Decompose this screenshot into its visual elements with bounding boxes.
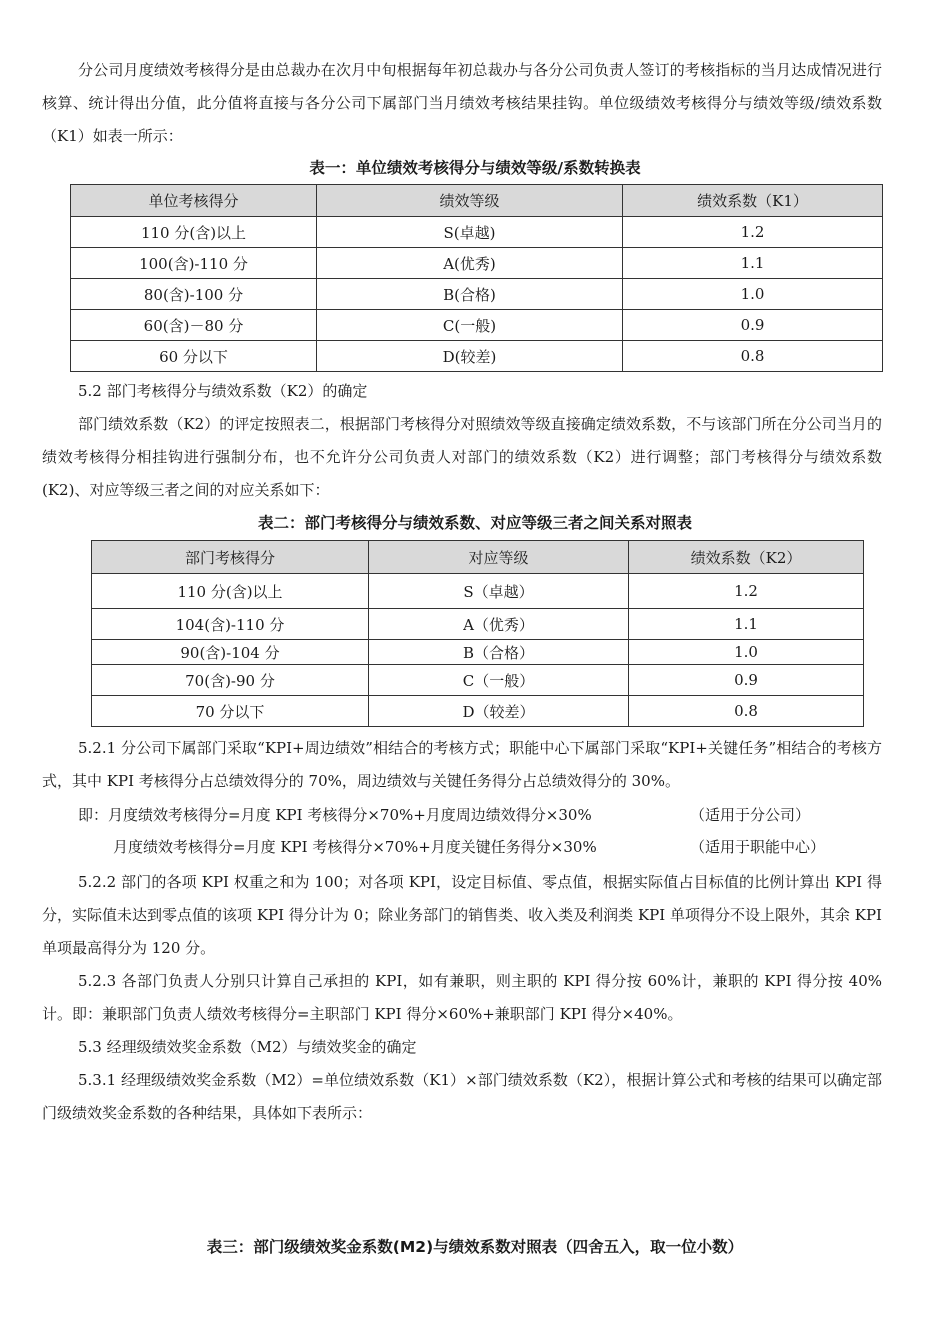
table-cell: 1.1 <box>629 609 864 640</box>
table-cell: 0.9 <box>629 665 864 696</box>
table1-header-row <box>71 185 883 217</box>
table-cell: C(一般) <box>317 310 623 341</box>
table-cell: C（一般） <box>369 665 629 696</box>
table-cell: D（较差） <box>369 696 629 727</box>
table-cell: 1.2 <box>629 574 864 609</box>
table-cell: 0.8 <box>629 696 864 727</box>
table-cell: B(合格) <box>317 279 623 310</box>
table-row <box>92 609 864 640</box>
paragraph-5-2-1: 5.2.1 分公司下属部门采取“KPI+周边绩效”相结合的考核方式；职能中心下属部门采取“KPI+关键任务”相结合的考核方式，其中 KPI 考核得分占总绩效得分的 70%，周边绩效与关键任务得分占总绩效得分的 30%。 <box>42 739 882 790</box>
formula-branch: 即：月度绩效考核得分=月度 KPI 考核得分×70%+月度周边绩效得分×30% <box>78 806 592 824</box>
table2-caption: 表二：部门考核得分与绩效系数、对应等级三者之间关系对照表 <box>257 514 692 532</box>
table2-header: 部门考核得分 <box>92 541 369 574</box>
table-cell: 100(含)-110 分 <box>71 248 317 279</box>
table-row <box>92 665 864 696</box>
paragraph-5-2-2: 5.2.2 部门的各项 KPI 权重之和为 100；对各项 KPI，设定目标值、零点值，根据实际值占目标值的比例计算出 KPI 得分，实际值未达到零点值的该项 KPI 得分计为 0；除业务部门的销售类、收入类及利润类 KPI 单项得分不设上限外，其余 KPI 单项最高得分为 120 分。 <box>42 873 882 957</box>
table-cell: 60 分以下 <box>71 341 317 372</box>
table-cell: 60(含)－80 分 <box>71 310 317 341</box>
table-cell: 110 分(含)以上 <box>71 217 317 248</box>
table2-header-row <box>92 541 864 574</box>
table-cell: 110 分(含)以上 <box>92 574 369 609</box>
table-cell: 0.9 <box>623 310 883 341</box>
table2-header: 对应等级 <box>369 541 629 574</box>
table-cell: 70 分以下 <box>92 696 369 727</box>
paragraph-5-2-3: 5.2.3 各部门负责人分别只计算自己承担的 KPI，如有兼职，则主职的 KPI 得分按 60%计，兼职的 KPI 得分按 40%计。即：兼职部门负责人绩效考核得分=主职部门 KPI 得分×60%+兼职部门 KPI 得分×40%。 <box>42 972 882 1023</box>
table1 <box>70 184 883 372</box>
table-cell: 70(含)-90 分 <box>92 665 369 696</box>
table2 <box>91 540 864 727</box>
table1-header: 绩效等级 <box>317 185 623 217</box>
table1-header: 绩效系数（K1） <box>623 185 883 217</box>
table1-header: 单位考核得分 <box>71 185 317 217</box>
section-5-2-2-block <box>42 866 882 1130</box>
table-cell: D(较差) <box>317 341 623 372</box>
table-row <box>71 217 883 248</box>
table-cell: 104(含)-110 分 <box>92 609 369 640</box>
paragraph-5-3-1: 5.3.1 经理级绩效奖金系数（M2）=单位绩效系数（K1）×部门绩效系数（K2），根据计算公式和考核的结果可以确定部门级绩效奖金系数的各种结果，具体如下表所示： <box>42 1071 882 1122</box>
section-5-2-1-block <box>42 732 882 798</box>
table-cell: 90(含)-104 分 <box>92 640 369 665</box>
section-heading: 5.2 部门考核得分与绩效系数（K2）的确定 <box>78 382 368 400</box>
section-heading: 5.3 经理级绩效奖金系数（M2）与绩效奖金的确定 <box>78 1038 417 1056</box>
table-row <box>92 696 864 727</box>
formula-branch-note: （适用于分公司） <box>690 806 811 824</box>
table-row <box>92 574 864 609</box>
paragraph-5-2: 部门绩效系数（K2）的评定按照表二，根据部门考核得分对照绩效等级直接确定绩效系数，不与该部门所在分公司当月的绩效考核得分相挂钩进行强制分布，也不允许分公司负责人对部门的绩效系数（K2）进行调整；部门考核得分与绩效系数(K2)、对应等级三者之间的对应关系如下： <box>42 415 882 499</box>
intro-paragraph: 分公司月度绩效考核得分是由总裁办在次月中旬根据每年初总裁办与各分公司负责人签订的考核指标的当月达成情况进行核算、统计得出分值，此分值将直接与各分公司下属部门当月绩效考核结果挂钩。单位级绩效考核得分与绩效等级/绩效系数（K1）如表一所示： <box>42 61 882 145</box>
table3-caption: 表三：部门级绩效奖金系数(M2)与绩效系数对照表（四舍五入，取一位小数） <box>206 1238 744 1256</box>
table-cell: S（卓越） <box>369 574 629 609</box>
table-cell: 0.8 <box>623 341 883 372</box>
table-row <box>71 279 883 310</box>
intro-block <box>42 54 882 153</box>
table-cell: 1.2 <box>623 217 883 248</box>
table-cell: 1.0 <box>629 640 864 665</box>
table-row <box>71 341 883 372</box>
table-row <box>71 248 883 279</box>
formula-center-note: （适用于职能中心） <box>690 838 826 856</box>
table2-header: 绩效系数（K2） <box>629 541 864 574</box>
section-5-2-block <box>42 375 882 507</box>
table-cell: A（优秀） <box>369 609 629 640</box>
table-cell: 80(含)-100 分 <box>71 279 317 310</box>
table-cell: B（合格） <box>369 640 629 665</box>
table1-caption: 表一：单位绩效考核得分与绩效等级/系数转换表 <box>309 159 641 177</box>
table-cell: A(优秀) <box>317 248 623 279</box>
formula-center: 月度绩效考核得分=月度 KPI 考核得分×70%+月度关键任务得分×30% <box>113 838 597 856</box>
table-cell: S(卓越) <box>317 217 623 248</box>
table-row <box>71 310 883 341</box>
table-cell: 1.0 <box>623 279 883 310</box>
table-row <box>92 640 864 665</box>
table-cell: 1.1 <box>623 248 883 279</box>
